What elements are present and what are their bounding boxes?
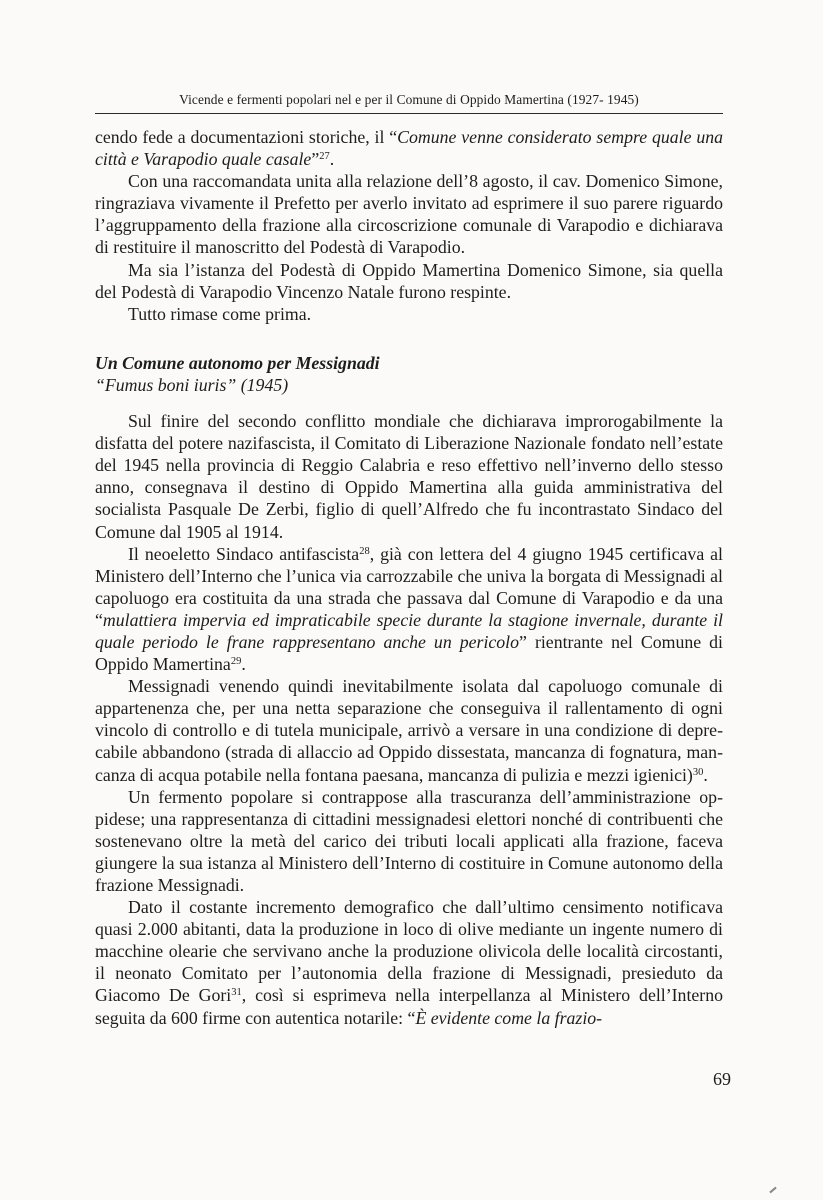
section-heading (95, 352, 723, 396)
section-title: Un Comune autonomo per Messignadi (95, 352, 380, 373)
header-rule (95, 113, 723, 114)
running-header: Vicende e fermenti popolari nel e per il Comune di Oppido Mamertina (1927- 1945) (179, 92, 639, 107)
paragraph-7: Messignadi venendo quindi inevitabilmente isolata dal capoluogo comunale di appartenenza che, per una netta separazione che conseguiva il rallentamento di ogni vincolo di controllo e di tutela municipale, arrivò a versare in una condizione di deprecabile abbandono (strada di allaccio ad Oppido dissestata, mancanza di fognatura, mancanza di acqua potabile nella fontana paesana, mancanza di pulizia e mezzi igienici)$^{30}$. (95, 676, 723, 785)
footnote-ref: 31 (231, 987, 242, 999)
paragraph-9: Dato il costante incremento demografico che dall’ultimo censimento notificava quasi 2.000 abitanti, data la produzione in loco di olive mediante un ingente numero di macchine olearie che servivano anche la produzione olivicola delle località circostanti, il neonato Comitato per l’autonomia della frazione di Messignadi, presieduto da Giacomo De Gori$^{31}$, così si esprimeva nella interpellanza al Ministero dell’Interno seguita da 600 firme con autentica notarile: “È evidente come la frazio- (95, 897, 723, 1028)
paragraph-6: Il neoeletto Sindaco antifascista$^{28}$, già con lettera del 4 giugno 1945 certificava al Ministero dell’Interno che l’unica via carrozzabile che univa la borgata di Messignadi al capoluogo era costituita da una strada che passava dal Comune di Varapodio e da una “mulattiera impervia ed impraticabile specie durante la stagione invernale, durante il quale periodo le frane rappresentano anche un pericolo” rientrante nel Comune di Oppido Mamertina$^{29}$. (95, 543, 724, 675)
paragraph-2: Con una raccomandata unita alla relazione dell’8 agosto, il cav. Domenico Simone, ringraziava vivamente il Prefetto per averlo invitato ad esprimere il suo parere riguardo l’aggruppamento della frazione alla circoscrizione comunale di Varapodio e dichiarava di restituire il manoscritto del Podestà di Varapodio. (95, 171, 723, 258)
paragraph-4: Tutto rimase come prima. (128, 303, 312, 324)
footnote-ref: 27 (319, 151, 330, 163)
paragraph-3: Ma sia l’istanza del Podestà di Oppido Mamertina Domenico Simone, sia quella del Podestà di Varapodio Vincenzo Natale furono respinte. (95, 259, 723, 302)
paragraph-1: cendo fede a documentazioni storiche, il “Comune venne considerato sempre quale una città e Varapodio quale casale”$^{27}$. (95, 127, 724, 170)
scan-mark (769, 1187, 776, 1194)
paragraph-8: Un fermento popolare si contrappose alla trascuranza dell’amministrazione oppidese; una rappresentanza di cittadini messignadesi elettori nonché di contribuenti che sostenevano oltre la metà del carico dei tributi locali applicati alla frazione, faceva giungere la sua istanza al Ministero dell’Interno di costituire in Comune autonomo della frazione Messignadi. (95, 786, 723, 895)
page-number: 69 (713, 1069, 731, 1089)
section-subtitle: “Fumus boni iuris” (1945) (95, 374, 289, 395)
footnote-ref: 29 (230, 656, 242, 668)
quotation-italic: È evidente come la frazio- (415, 1007, 603, 1028)
quotation-italic: Comune venne considerato sempre quale una città e Varapodio quale casale (95, 127, 724, 170)
footnote-ref: 28 (359, 545, 370, 557)
quotation-italic: mulattiera impervia ed impraticabile specie durante la stagione invernale, durante il quale periodo le frane rappresentano anche un pericolo (95, 609, 723, 652)
paragraph-5: Sul finire del secondo conflitto mondiale che dichiarava improrogabilmente la disfatta del potere nazifascista, il Comitato di Liberazione Nazionale fondato nell’estate del 1945 nella provincia di Reggio Calabria e reso effettivo nell’inverno dello stesso anno, consegnava il destino di Oppido Mamertina alla guida amministrativa del socialista Pasquale De Zerbi, figlio di quell’Alfredo che fu incontrastato Sindaco del Comune dal 1905 al 1914. (95, 411, 723, 542)
footnote-ref: 30 (692, 766, 704, 778)
body-text (95, 126, 723, 1029)
